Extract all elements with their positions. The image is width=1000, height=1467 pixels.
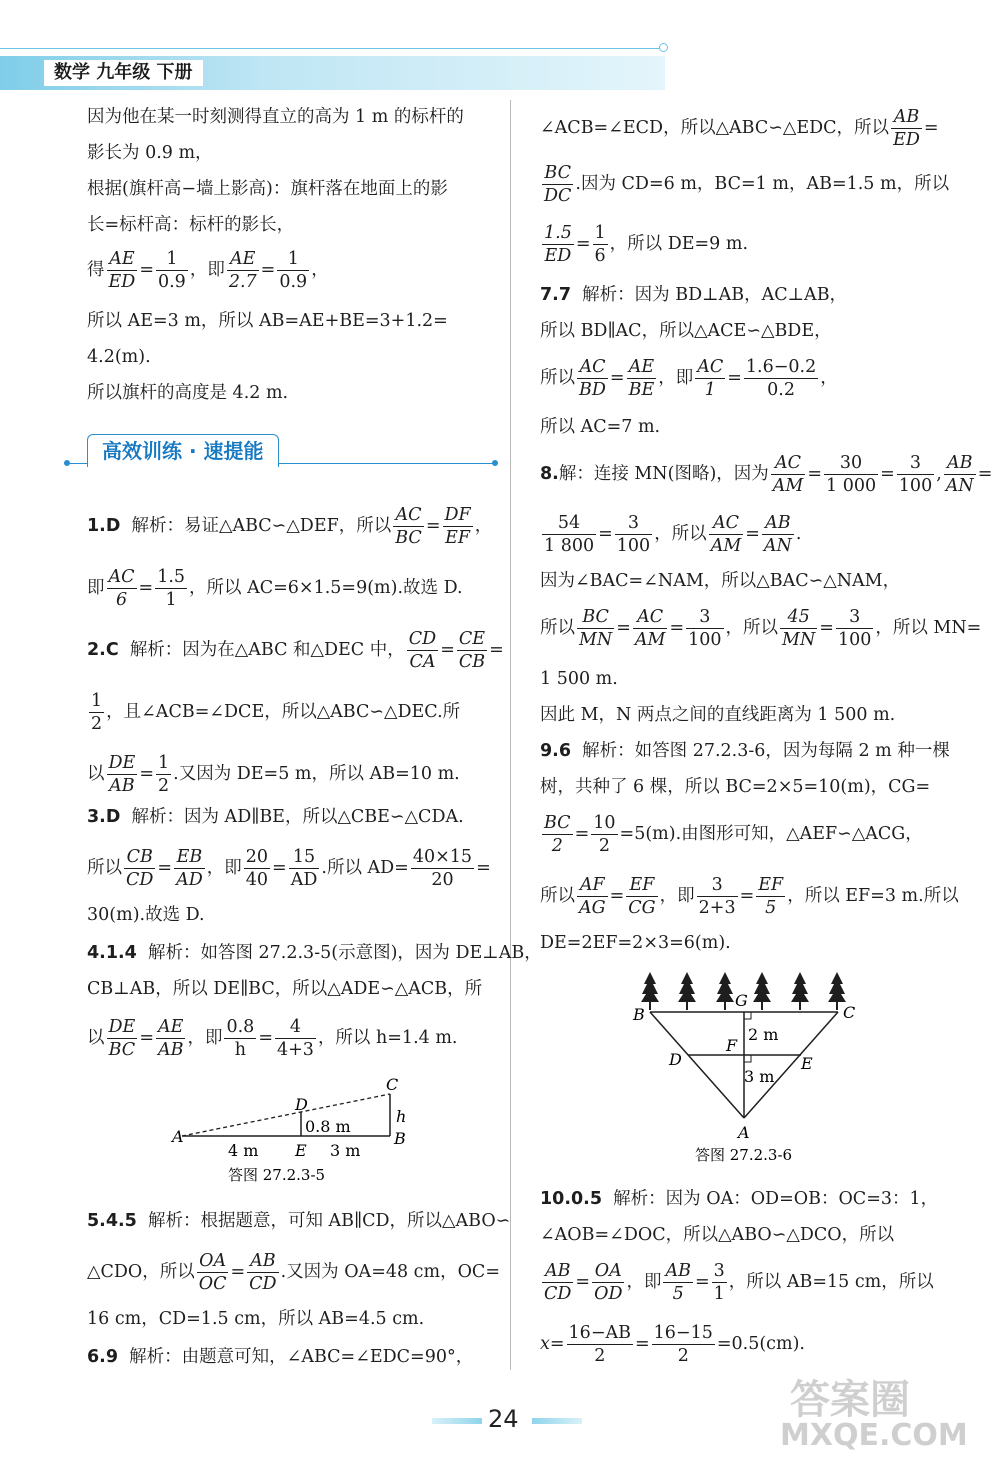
answer-3: 3.D 解析：因为 AD∥BE，所以△CBE∽△CDA. (87, 807, 464, 827)
fraction (577, 356, 608, 401)
denominator: 2+3 (698, 898, 736, 918)
fraction (156, 248, 188, 293)
numerator: OA (592, 1260, 624, 1283)
fraction (652, 1322, 715, 1367)
denominator: 5 (765, 898, 777, 918)
numerator: OA (197, 1250, 229, 1273)
fraction (197, 1250, 229, 1295)
denominator: 2.7 (228, 272, 257, 292)
fraction (577, 874, 608, 919)
numerator: 45 (780, 606, 817, 629)
answer-9-cont: $\frac{BC}{2}$ = $\frac{10}{2}$ =5(m).由图形可知，△AEF∽△ACG， (544, 813, 923, 856)
fraction (709, 512, 744, 557)
label-e: E (801, 1054, 813, 1073)
page-number-decoration (432, 1418, 482, 1424)
answer-6: 6.9 解析：由题意可知，∠ABC=∠EDC=90°， (87, 1347, 474, 1367)
numerator: 15 (289, 846, 320, 869)
numerator: 30 (824, 452, 878, 475)
fraction (289, 846, 320, 891)
numerator: 20 (245, 847, 269, 867)
fraction (762, 512, 794, 557)
denominator: h (234, 1040, 247, 1060)
equation-line: 得 $\frac{AE}{ED}$ = $\frac{1}{0.9}$ ，即 $\frac{AE}{2.7}$ = $\frac{1}{0.9}$ ， (87, 249, 329, 292)
numerator: AC (577, 356, 608, 379)
numerator: BC (544, 813, 571, 833)
answer-6-cont: $\frac{BC}{DC}$ .因为 CD=6 m，BC=1 m，AB=1.5 m，所以 (544, 163, 950, 206)
fraction (107, 752, 138, 797)
denominator: 0.2 (767, 380, 795, 400)
figure-27-2-3-6 (625, 970, 865, 1170)
text-line: 16 cm，CD=1.5 cm，所以 AB=4.5 cm. (87, 1309, 425, 1329)
text-line: 1 500 m. (540, 669, 618, 689)
fraction (944, 452, 976, 497)
label-e: E (295, 1141, 307, 1160)
numerator: AC (393, 504, 424, 527)
fraction (593, 222, 608, 267)
sight-line (182, 1094, 390, 1136)
denominator: AM (634, 630, 666, 650)
numerator: 54 (542, 512, 596, 535)
fraction (156, 752, 171, 797)
denominator: CA (409, 652, 436, 672)
answer-4-cont: 以 $\frac{DE}{BC}$ = $\frac{AE}{AB}$ ，即 $\frac{0.8}{h}$ = $\frac{4}{4+3}$ ，所以 h=1.4 m. (87, 1017, 458, 1060)
denominator: BE (628, 380, 655, 400)
denominator: 2 (91, 714, 103, 734)
numerator: 1.6−0.2 (745, 357, 817, 377)
text-line: CB⊥AB，所以 DE∥BC，所以△ADE∽△ACB，所 (87, 979, 483, 999)
fraction (836, 606, 873, 651)
numerator: 0.8 (226, 1017, 255, 1037)
fraction (780, 606, 817, 651)
denominator: 1 (713, 1284, 725, 1304)
numerator: AF (577, 874, 608, 897)
denominator: CD (544, 1284, 572, 1304)
figure-caption: 答图 27.2.3-5 (228, 1166, 326, 1184)
fraction (156, 1016, 186, 1061)
fraction (411, 846, 474, 891)
numerator: CB (124, 846, 155, 869)
numerator: AC (771, 452, 806, 475)
denominator: 2 (157, 776, 170, 796)
denominator: ED (893, 130, 920, 150)
denominator: 100 (688, 630, 722, 650)
watermark: 答案圈 (790, 1377, 910, 1423)
numerator: 1 (156, 248, 188, 271)
answer-2-cont: 以 $\frac{DE}{AB}$ = $\frac{1}{2}$ .又因为 DE=5 m，所以 AB=10 m. (87, 753, 460, 796)
label-b: B (394, 1129, 406, 1148)
numerator: 16−15 (653, 1323, 713, 1343)
denominator: 1 000 (826, 476, 877, 496)
denominator: 2 (677, 1346, 689, 1366)
denominator: CG (628, 898, 656, 918)
denominator: BC (108, 1040, 136, 1060)
answer-2-cont: $\frac{1}{2}$ ，且∠ACB=∠DCE，所以△ABC∽△DEC.所 (91, 691, 461, 734)
text-line: 影长为 0.9 m， (87, 143, 213, 163)
label-h: h (396, 1107, 407, 1126)
denominator: OC (198, 1274, 227, 1294)
numerator: AE (627, 356, 657, 379)
denominator: CB (458, 652, 486, 672)
text-line: 所以 AE=3 m，所以 AB=AE+BE=3+1.2= (87, 311, 448, 331)
answer-3-cont: 所以 $\frac{CB}{CD}$ = $\frac{EB}{AD}$ ，即 $\frac{20}{40}$ = $\frac{15}{AD}$ .所以 AD= $\frac{40\times 15}{20}$ = (87, 847, 491, 890)
fraction (633, 606, 668, 651)
fraction (277, 248, 309, 293)
text-line: 树，共种了 6 棵，所以 BC=2×5=10(m)，CG= (540, 777, 931, 797)
numerator: 10 (593, 813, 616, 833)
text-line: 因为他在某一时刻测得直立的高为 1 m 的标杆的 (87, 107, 464, 127)
answer-10-cont: x= $\frac{16-AB}{2}$ = $\frac{16-15}{2}$ =0.5(cm). (540, 1323, 805, 1366)
fraction (457, 628, 487, 673)
numerator: AB (944, 452, 976, 475)
numerator: BC (542, 162, 573, 185)
text-line: ∠AOB=∠DOC，所以△ABO∽△DCO，所以 (540, 1225, 895, 1245)
text-line: 所以旗杆的高度是 4.2 m. (87, 383, 289, 403)
denominator: ED (108, 272, 136, 292)
fraction (542, 1260, 573, 1305)
denominator: OD (594, 1284, 623, 1304)
text-line: 30(m).故选 D. (87, 905, 205, 925)
denominator: EF (445, 528, 471, 548)
numerator: 1 (594, 223, 606, 243)
section-rule-dot (64, 460, 70, 466)
fraction (712, 1260, 727, 1305)
fraction (393, 504, 424, 549)
answer-2: 2.C 解析：因为在△ABC 和△DEC 中， $\frac{CD}{CA}$ = $\frac{CE}{CB}$ = (87, 629, 504, 672)
length-ae: 4 m (228, 1141, 259, 1160)
column-divider (510, 100, 511, 1370)
figure-caption: 答图 27.2.3-6 (695, 1146, 793, 1164)
numerator: 4 (275, 1016, 316, 1039)
text-line: 根据(旗杆高−墙上影高)：旗杆落在地面上的影 (87, 179, 448, 199)
figure-27-2-3-5 (170, 1072, 430, 1188)
label-c: C (843, 1003, 856, 1022)
fraction (107, 248, 138, 293)
numerator: AB (665, 1261, 691, 1281)
numerator: EB (174, 846, 205, 869)
answer-5: 5.4.5 解析：根据题意，可知 AB∥CD，所以△ABO∽ (87, 1211, 511, 1231)
numerator: AC (709, 512, 744, 535)
fraction (275, 1016, 316, 1061)
numerator: 3 (615, 512, 652, 535)
text-line: 所以 BD∥AC，所以△ACE∽△BDE， (540, 321, 832, 341)
denominator: 2 (551, 836, 563, 856)
denominator: AN (763, 536, 792, 556)
denominator: 20 (431, 870, 454, 890)
answer-9-cont: 所以 $\frac{AF}{AG}$ = $\frac{EF}{CG}$ ，即 $\frac{3}{2+3}$ = $\frac{EF}{5}$ ，所以 EF=3 m.所以 (540, 875, 959, 918)
numerator: 16−AB (568, 1323, 631, 1343)
denominator: BC (395, 528, 422, 548)
numerator: 3 (686, 606, 723, 629)
text-line: 所以 AC=7 m. (540, 417, 661, 437)
length-gf: 2 m (748, 1025, 779, 1044)
denominator: 100 (837, 630, 872, 650)
numerator: 3 (897, 452, 934, 475)
fraction (897, 452, 934, 497)
fraction (744, 356, 818, 401)
denominator: AD (290, 870, 318, 890)
numerator: DF (444, 505, 471, 525)
denominator: 100 (616, 536, 651, 556)
denominator: CD (126, 870, 154, 890)
section-rule-dot (492, 460, 498, 466)
page-number: 24 (488, 1405, 519, 1433)
book-title: 数学 九年级 下册 (44, 60, 203, 86)
fraction (686, 606, 723, 651)
fraction (627, 356, 657, 401)
fraction (443, 504, 473, 549)
segment-ba (650, 1012, 744, 1118)
label-d: D (669, 1050, 682, 1069)
denominator: ED (544, 246, 572, 266)
denominator: 0.9 (157, 272, 186, 292)
numerator: 3 (713, 1261, 725, 1281)
denominator: AB (157, 1040, 184, 1060)
fraction (542, 222, 574, 267)
numerator: EF (626, 874, 657, 897)
denominator: MN (579, 630, 613, 650)
denominator: 1 (165, 590, 177, 610)
fraction (626, 874, 657, 919)
answer-1: 1.D 解析：易证△ABC∽△DEF，所以 $\frac{AC}{BC}$ = $\frac{DF}{EF}$ ， (87, 505, 493, 548)
denominator: 5 (672, 1284, 684, 1304)
fraction (891, 106, 922, 151)
fraction (695, 356, 725, 401)
numerator: 1 (277, 248, 309, 271)
answer-1-cont: 即 $\frac{AC}{6}$ = $\frac{1.5}{1}$ ，所以 AC=6×1.5=9(m).故选 D. (87, 567, 463, 610)
fraction (592, 1260, 624, 1305)
watermark-url: MXQE.COM (780, 1418, 968, 1453)
denominator: 1 800 (544, 536, 595, 556)
numerator: 1.5 (157, 567, 186, 587)
numerator: AE (227, 248, 259, 271)
fraction (542, 162, 573, 207)
label-f: F (726, 1036, 738, 1055)
numerator: 3 (697, 874, 738, 897)
fraction (244, 846, 270, 891)
denominator: 6 (594, 246, 606, 266)
numerator: 3 (836, 606, 873, 629)
numerator: 40×15 (412, 847, 473, 867)
numerator: AC (633, 606, 668, 629)
fraction (756, 874, 785, 919)
denominator: 2 (594, 1346, 606, 1366)
fraction (577, 606, 614, 651)
fraction (89, 690, 104, 735)
text-line: 因此 M，N 两点之间的直线距离为 1 500 m. (540, 705, 896, 725)
tree-icon (716, 972, 734, 1010)
answer-8-cont: 所以 $\frac{BC}{MN}$ = $\frac{AC}{AM}$ = $\frac{3}{100}$ ，所以 $\frac{45}{MN}$ = $\frac{3}{100}$ ，所以 MN= (540, 607, 982, 650)
header-rule-dot (659, 43, 668, 52)
fraction (663, 1260, 693, 1305)
label-c: C (386, 1075, 399, 1094)
numerator: 1 (91, 691, 103, 711)
denominator: AB (109, 776, 135, 796)
text-line: 4.2(m). (87, 347, 151, 367)
header-rule (0, 48, 662, 49)
fraction (407, 628, 438, 673)
denominator: 4+3 (277, 1040, 314, 1060)
label-d: D (295, 1095, 308, 1114)
answer-6-cont: $\frac{1.5}{ED}$ = $\frac{1}{6}$ ，所以 DE=9 m. (544, 223, 749, 266)
numerator: CD (408, 629, 437, 649)
answer-7-cont: 所以 $\frac{AC}{BD}$ = $\frac{AE}{BE}$ ，即 $\frac{AC}{1}$ = $\frac{1.6-0.2}{0.2}$ ， (540, 357, 838, 400)
right-angle-mark (744, 1055, 751, 1062)
answer-10-cont: $\frac{AB}{CD}$ = $\frac{OA}{OD}$ ，即 $\frac{AB}{5}$ = $\frac{3}{1}$ ，所以 AB=15 cm，所以 (544, 1261, 934, 1304)
denominator: 100 (898, 476, 933, 496)
right-angle-mark (744, 1012, 751, 1019)
denominator: MN (782, 630, 816, 650)
fraction (697, 874, 738, 919)
fraction (224, 1016, 256, 1061)
fraction (174, 846, 205, 891)
fraction (155, 566, 187, 611)
section-title: 高效训练 · 速提能 (87, 434, 279, 467)
numerator: AB (891, 106, 922, 129)
fraction (247, 1250, 278, 1295)
numerator: AB (247, 1250, 278, 1273)
fraction (771, 452, 806, 497)
denominator: 1 (704, 380, 716, 400)
answer-6-cont: ∠ACB=∠ECD，所以△ABC∽△EDC，所以 $\frac{AB}{ED}$ = (540, 107, 939, 150)
label-a: A (738, 1123, 750, 1142)
fraction (227, 248, 259, 293)
denominator: AM (772, 476, 804, 496)
numerator: AB (762, 512, 794, 535)
answer-8: 8.解：连接 MN(图略)，因为 $\frac{AC}{AM}$ = $\frac{30}{1 000}$ = $\frac{3}{100}$ , $\frac{AB}{AN}$ = (540, 453, 993, 496)
tree-icon (753, 972, 771, 1010)
text-line: DE=2EF=2×3=6(m). (540, 933, 731, 953)
fraction (824, 452, 878, 497)
numerator: BC (577, 606, 614, 629)
fraction (107, 1016, 138, 1061)
numerator: EF (758, 875, 784, 895)
fraction (107, 566, 137, 611)
fraction (615, 512, 652, 557)
denominator: AN (945, 476, 974, 496)
answer-10: 10.0.5 解析：因为 OA：OD=OB：OC=3：1， (540, 1189, 939, 1209)
label-a: A (172, 1127, 184, 1146)
numerator: AC (697, 357, 724, 377)
denominator: DC (544, 186, 572, 206)
denominator: 6 (115, 590, 128, 610)
tree-icon (678, 972, 696, 1010)
denominator: 0.9 (279, 272, 308, 292)
fraction (124, 846, 155, 891)
numerator: CE (457, 628, 487, 651)
text-line: 长=标杆高：标杆的影长， (87, 215, 295, 235)
numerator: AB (542, 1260, 573, 1283)
numerator: AE (107, 248, 138, 271)
label-g: G (735, 991, 748, 1010)
length-fa: 3 m (744, 1067, 775, 1086)
denominator: AM (710, 536, 742, 556)
answer-4: 4.1.4 解析：如答图 27.2.3-5(示意图)，因为 DE⊥AB， (87, 943, 542, 963)
answer-9: 9.6 解析：如答图 27.2.3-6，因为每隔 2 m 种一棵 (540, 741, 950, 761)
fraction (591, 812, 617, 857)
fraction (567, 1322, 633, 1367)
answer-5-cont: △CDO，所以 $\frac{OA}{OC}$ = $\frac{AB}{CD}$ .又因为 OA=48 cm，OC= (87, 1251, 500, 1294)
fraction (542, 812, 573, 857)
denominator: BD (579, 380, 606, 400)
text-line: 因为∠BAC=∠NAM，所以△BAC∽△NAM， (540, 571, 901, 591)
denominator: 40 (245, 870, 269, 890)
denominator: AG (579, 898, 606, 918)
answer-8-cont: $\frac{54}{1 800}$ = $\frac{3}{100}$ ，所以 $\frac{AC}{AM}$ = $\frac{AB}{AN}$ . (544, 513, 802, 556)
denominator: 2 (598, 836, 610, 856)
answer-7: 7.7 解析：因为 BD⊥AB，AC⊥AB， (540, 285, 848, 305)
label-b: B (633, 1005, 645, 1024)
numerator: 1 (157, 753, 170, 773)
denominator: AD (176, 870, 203, 890)
page-number-decoration (532, 1418, 582, 1424)
numerator: 1.5 (544, 223, 572, 243)
tree-icon (791, 972, 809, 1010)
fraction (542, 512, 596, 557)
numerator: DE (108, 1017, 136, 1037)
length-de: 0.8 m (305, 1117, 351, 1136)
numerator: AC (108, 567, 135, 587)
numerator: AE (156, 1016, 186, 1039)
numerator: DE (108, 753, 136, 773)
length-eb: 3 m (330, 1141, 361, 1160)
denominator: CD (249, 1274, 277, 1294)
